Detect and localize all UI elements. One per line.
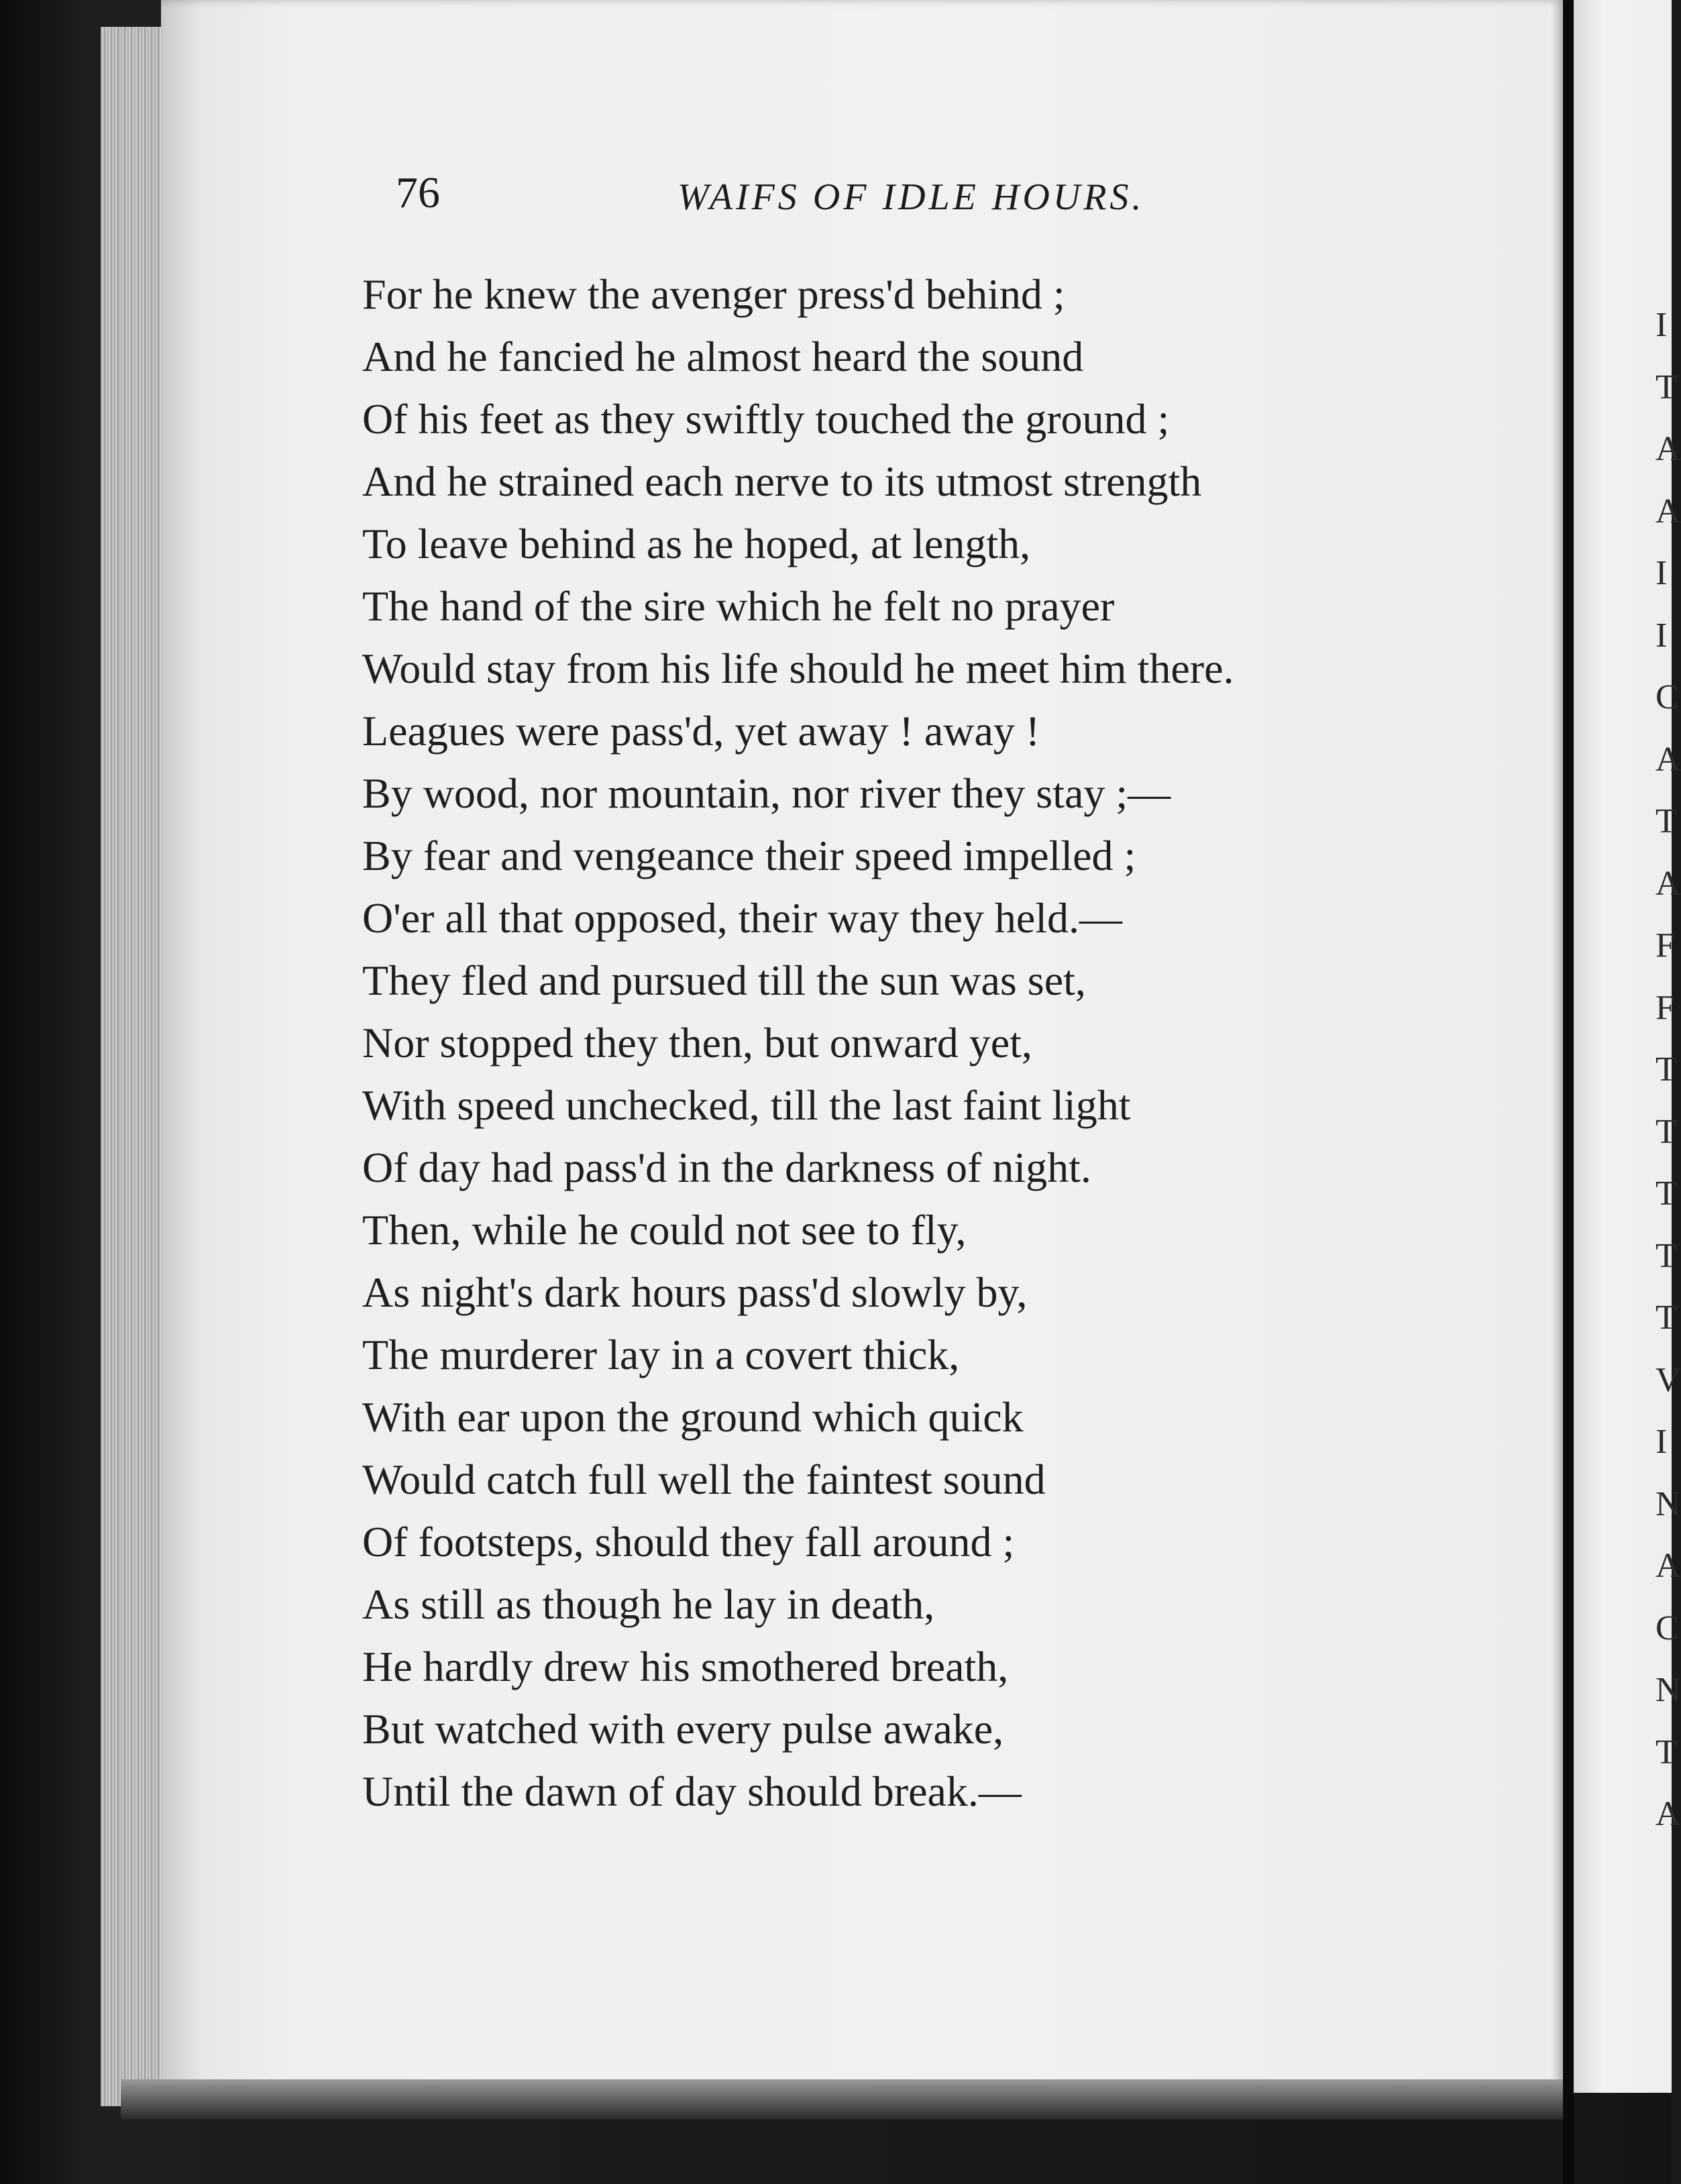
facing-page-initial: T [1656,368,1677,406]
facing-page-initial: A [1656,864,1681,903]
facing-page-initial: I [1656,1423,1668,1461]
verse-line: Would catch full well the faintest sound [362,1456,1046,1503]
book-gutter [1563,0,1574,2184]
verse-line: O'er all that opposed, their way they held.— [362,894,1122,942]
verse-line: Leagues were pass'd, yet away ! away ! [362,707,1040,755]
verse-line: They fled and pursued till the sun was set, [362,957,1086,1004]
verse-line: By wood, nor mountain, nor river they stay ;— [362,769,1171,817]
facing-page-initial: T [1656,1236,1677,1275]
facing-page-initial: C [1656,1608,1679,1647]
facing-page-initial: T [1656,1733,1677,1771]
poem-text [362,263,1503,1822]
facing-page-initial: A [1656,430,1681,468]
verse-line: To leave behind as he hoped, at length, [362,520,1031,567]
facing-page-initial: V [1656,1360,1681,1399]
verse-line: Of footsteps, should they fall around ; [362,1518,1015,1566]
verse-line: With speed unchecked, till the last faint light [362,1081,1131,1129]
facing-page-initial: T [1656,1175,1677,1213]
facing-page-initial: T [1656,802,1677,840]
facing-page-initial: I [1656,306,1668,344]
verse-line: But watched with every pulse awake, [362,1705,1004,1753]
facing-page-initial: A [1656,740,1681,779]
verse-line: Would stay from his life should he meet him there. [362,645,1234,692]
verse-line: Of day had pass'd in the darkness of night. [362,1144,1091,1191]
facing-page-initial: A [1656,1547,1681,1585]
verse-line: Of his feet as they swiftly touched the ground ; [362,395,1170,443]
verse-line: The hand of the sire which he felt no prayer [362,582,1115,630]
running-title: WAIFS OF IDLE HOURS. [677,176,1145,218]
verse-line: By fear and vengeance their speed impelled ; [362,832,1136,879]
verse-line: And he fancied he almost heard the sound [362,333,1084,380]
verse-line: The murderer lay in a covert thick, [362,1331,960,1378]
facing-page-initial: A [1656,1795,1681,1833]
page-number: 76 [396,168,440,217]
verse-line: As still as though he lay in death, [362,1580,935,1628]
facing-page-initial: I [1656,616,1668,655]
verse-line: He hardly drew his smothered breath, [362,1643,1009,1690]
verse-line: And he strained each nerve to its utmost strength [362,457,1202,505]
facing-page-initial: T [1656,1112,1677,1151]
facing-page-initial: C [1656,678,1679,716]
verse-line: For he knew the avenger press'd behind ; [362,270,1065,318]
verse-line: Until the dawn of day should break.— [362,1767,1022,1815]
facing-page-initial: T [1656,1050,1677,1089]
facing-page-initial: A [1656,492,1681,531]
facing-page-initial: N [1656,1671,1681,1709]
facing-page-initial: F [1656,926,1675,965]
facing-page-initial: N [1656,1484,1681,1523]
verse-line: With ear upon the ground which quick [362,1393,1024,1441]
facing-page-initial: F [1656,988,1675,1027]
verse-line: Then, while he could not see to fly, [362,1206,967,1254]
verse-line: As night's dark hours pass'd slowly by, [362,1268,1028,1316]
facing-page-initial: T [1656,1299,1677,1337]
facing-page-initial: I [1656,554,1668,592]
page-bottom-shadow [121,2079,1570,2120]
verse-line: Nor stopped they then, but onward yet, [362,1019,1032,1067]
